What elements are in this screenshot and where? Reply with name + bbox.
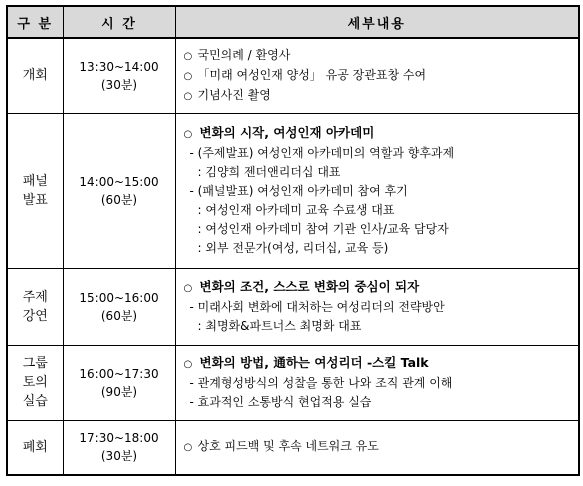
row-category: 폐회 — [7, 420, 63, 475]
detail-item: : 최명화&파트너스 최명화 대표 — [197, 319, 362, 333]
row-category: 그룹 토의 실습 — [7, 345, 63, 420]
time-range: 13:30~14:00 — [79, 59, 159, 74]
detail-item: : 여성인재 아카데미 참여 기관 인사/교육 담당자 — [197, 222, 449, 236]
detail-item: - 미래사회 변화에 대처하는 여성리더의 전략방안 — [189, 300, 445, 314]
table-row — [7, 38, 579, 113]
row-details — [175, 420, 579, 475]
time-duration: (30분) — [100, 449, 138, 464]
time-duration: (60분) — [100, 192, 138, 207]
time-duration: (60분) — [100, 308, 138, 323]
row-details — [175, 38, 579, 113]
detail-heading: ○ 변화의 조건, 스스로 변화의 중심이 되자 — [184, 277, 575, 298]
table-row — [7, 268, 579, 345]
detail-item: ○ 기념사진 촬영 — [184, 86, 575, 106]
detail-heading: ○ 변화의 시작, 여성인재 아카데미 — [184, 123, 575, 144]
table-row — [7, 420, 579, 475]
row-category: 패널 발표 — [7, 113, 63, 268]
time-range: 14:00~15:00 — [79, 174, 159, 189]
header-details: 세부내용 — [175, 6, 579, 38]
row-details — [175, 345, 579, 420]
table-header-row — [7, 6, 579, 38]
row-category: 개회 — [7, 38, 63, 113]
detail-item: : 외부 전문가(여성, 리더십, 교육 등) — [197, 241, 389, 255]
schedule-table — [6, 5, 580, 476]
table-row — [7, 345, 579, 420]
row-time — [63, 113, 175, 268]
header-category: 구 분 — [7, 6, 63, 38]
detail-heading: ○ 변화의 방법, 通하는 여성리더 -스킬 Talk — [184, 353, 575, 374]
detail-item: ○ 「미래 여성인재 양성」 유공 장관표창 수여 — [184, 66, 575, 86]
schedule-table-wrapper — [6, 5, 578, 476]
detail-item: ○ 상호 피드백 및 후속 네트워크 유도 — [184, 437, 575, 457]
row-details — [175, 113, 579, 268]
table-row — [7, 113, 579, 268]
time-duration: (90분) — [100, 384, 138, 399]
row-time — [63, 38, 175, 113]
row-details — [175, 268, 579, 345]
detail-item: : 김양희 젠더앤리더십 대표 — [197, 165, 341, 179]
row-time — [63, 345, 175, 420]
time-range: 16:00~17:30 — [79, 366, 159, 381]
row-category: 주제 강연 — [7, 268, 63, 345]
detail-item: - 관계형성방식의 성찰을 통한 나와 조직 관계 이해 — [189, 376, 453, 390]
row-time — [63, 268, 175, 345]
time-range: 17:30~18:00 — [79, 431, 159, 446]
time-range: 15:00~16:00 — [79, 290, 159, 305]
detail-item: : 여성인재 아카데미 교육 수료생 대표 — [197, 203, 395, 217]
detail-item: - (패널발표) 여성인재 아카데미 참여 후기 — [189, 184, 408, 198]
detail-item: - 효과적인 소통방식 현업적용 실습 — [189, 395, 372, 409]
time-duration: (30분) — [100, 77, 138, 92]
header-time: 시 간 — [63, 6, 175, 38]
row-time — [63, 420, 175, 475]
detail-item: ○ 국민의례 / 환영사 — [184, 46, 575, 66]
detail-item: - (주제발표) 여성인재 아카데미의 역할과 향후과제 — [189, 146, 455, 160]
